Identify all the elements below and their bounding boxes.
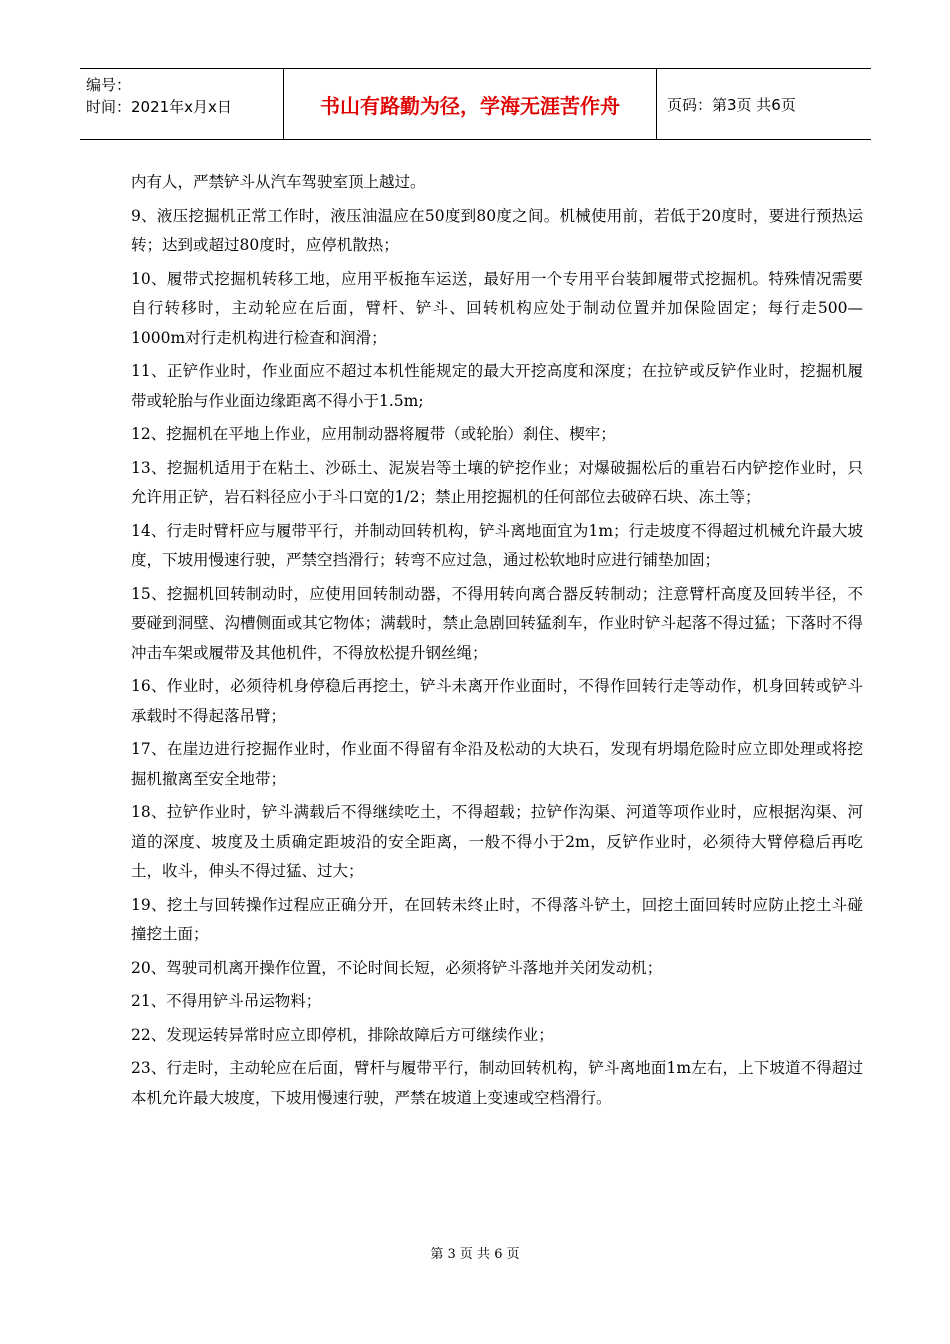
paragraph: 10、履带式挖掘机转移工地，应用平板拖车运送，最好用一个专用平台装卸履带式挖掘机。特殊情况需要自行转移时，主动轮应在后面，臂杆、铲斗、回转机构应处于制动位置并加保险固定；每行走500—1000m对行走机构进行检查和润滑； [131,269,863,347]
header-meta [80,69,284,139]
paragraph: 16、作业时，必须待机身停稳后再挖土，铲斗未离开作业面时，不得作回转行走等动作，机身回转或铲斗承载时不得起落吊臂； [131,677,863,725]
time-label: 时间：2021年x月x日 [86,98,232,116]
paragraph: 9、液压挖掘机正常工作时，液压油温应在50度到80度之间。机械使用前，若低于20度时，要进行预热运转；达到或超过80度时，应停机散热； [131,206,863,254]
paragraph: 20、驾驶司机离开操作位置，不论时间长短，必须将铲斗落地并关闭发动机； [131,958,663,977]
paragraph: 17、在崖边进行挖掘作业时，作业面不得留有伞沿及松动的大块石，发现有坍塌危险时应立即处理或将挖掘机撤离至安全地带； [131,740,863,788]
paragraph: 22、发现运转异常时应立即停机，排除故障后方可继续作业； [131,1025,554,1044]
document-body [131,168,863,1117]
paragraph: 19、挖土与回转操作过程应正确分开，在回转未终止时，不得落斗铲土，回挖土面回转时应防止挖土斗碰撞挖土面； [131,895,863,943]
paragraph: 11、正铲作业时，作业面应不超过本机性能规定的最大开挖高度和深度；在拉铲或反铲作业时，挖掘机履带或轮胎与作业面边缘距离不得小于1.5m; [131,362,863,410]
paragraph: 23、行走时，主动轮应在后面，臂杆与履带平行，制动回转机构，铲斗离地面1m左右，上下坡道不得超过本机允许最大坡度，下坡用慢速行驶，严禁在坡道上变速或空档滑行。 [131,1059,863,1107]
paragraph: 15、挖掘机回转制动时，应使用回转制动器，不得用转向离合器反转制动；注意臂杆高度及回转半径，不要碰到洞壁、沟槽侧面或其它物体；满载时，禁止急剧回转猛刹车，作业时铲斗起落不得过猛；下落时不得冲击车架或履带及其他机件，不得放松提升钢丝绳； [131,584,863,662]
paragraph: 12、挖掘机在平地上作业，应用制动器将履带（或轮胎）刹住、楔牢； [131,425,616,443]
paragraph: 18、拉铲作业时，铲斗满载后不得继续吃土，不得超载；拉铲作沟渠、河道等项作业时，应根据沟渠、河道的深度、坡度及土质确定距坡沿的安全距离，一般不得小于2m，反铲作业时，必须待大臂停稳后再吃土，收斗，伸头不得过猛、过大； [131,803,863,880]
header-page-info: 页码：第3页 共6页 [667,95,796,114]
paragraph: 21、不得用铲斗吊运物料； [131,992,322,1010]
paragraph: 内有人，严禁铲斗从汽车驾驶室顶上越过。 [131,173,426,191]
page-footer: 第 3 页 共 6 页 [430,1247,520,1262]
page-header [80,68,871,140]
number-label: 编号： [86,76,132,94]
header-motto: 书山有路勤为径，学海无涯苦作舟 [284,69,657,139]
paragraph: 14、行走时臂杆应与履带平行，并制动回转机构，铲斗离地面宜为1m；行走坡度不得超过机械允许最大坡度，下坡用慢速行驶，严禁空挡滑行；转弯不应过急，通过松软地时应进行铺垫加固； [131,521,863,569]
paragraph: 13、挖掘机适用于在粘土、沙砾土、泥炭岩等土壤的铲挖作业；对爆破掘松后的重岩石内铲挖作业时，只允许用正铲，岩石料径应小于斗口宽的1/2；禁止用挖掘机的任何部位去破碎石块、冻土等； [131,458,863,506]
